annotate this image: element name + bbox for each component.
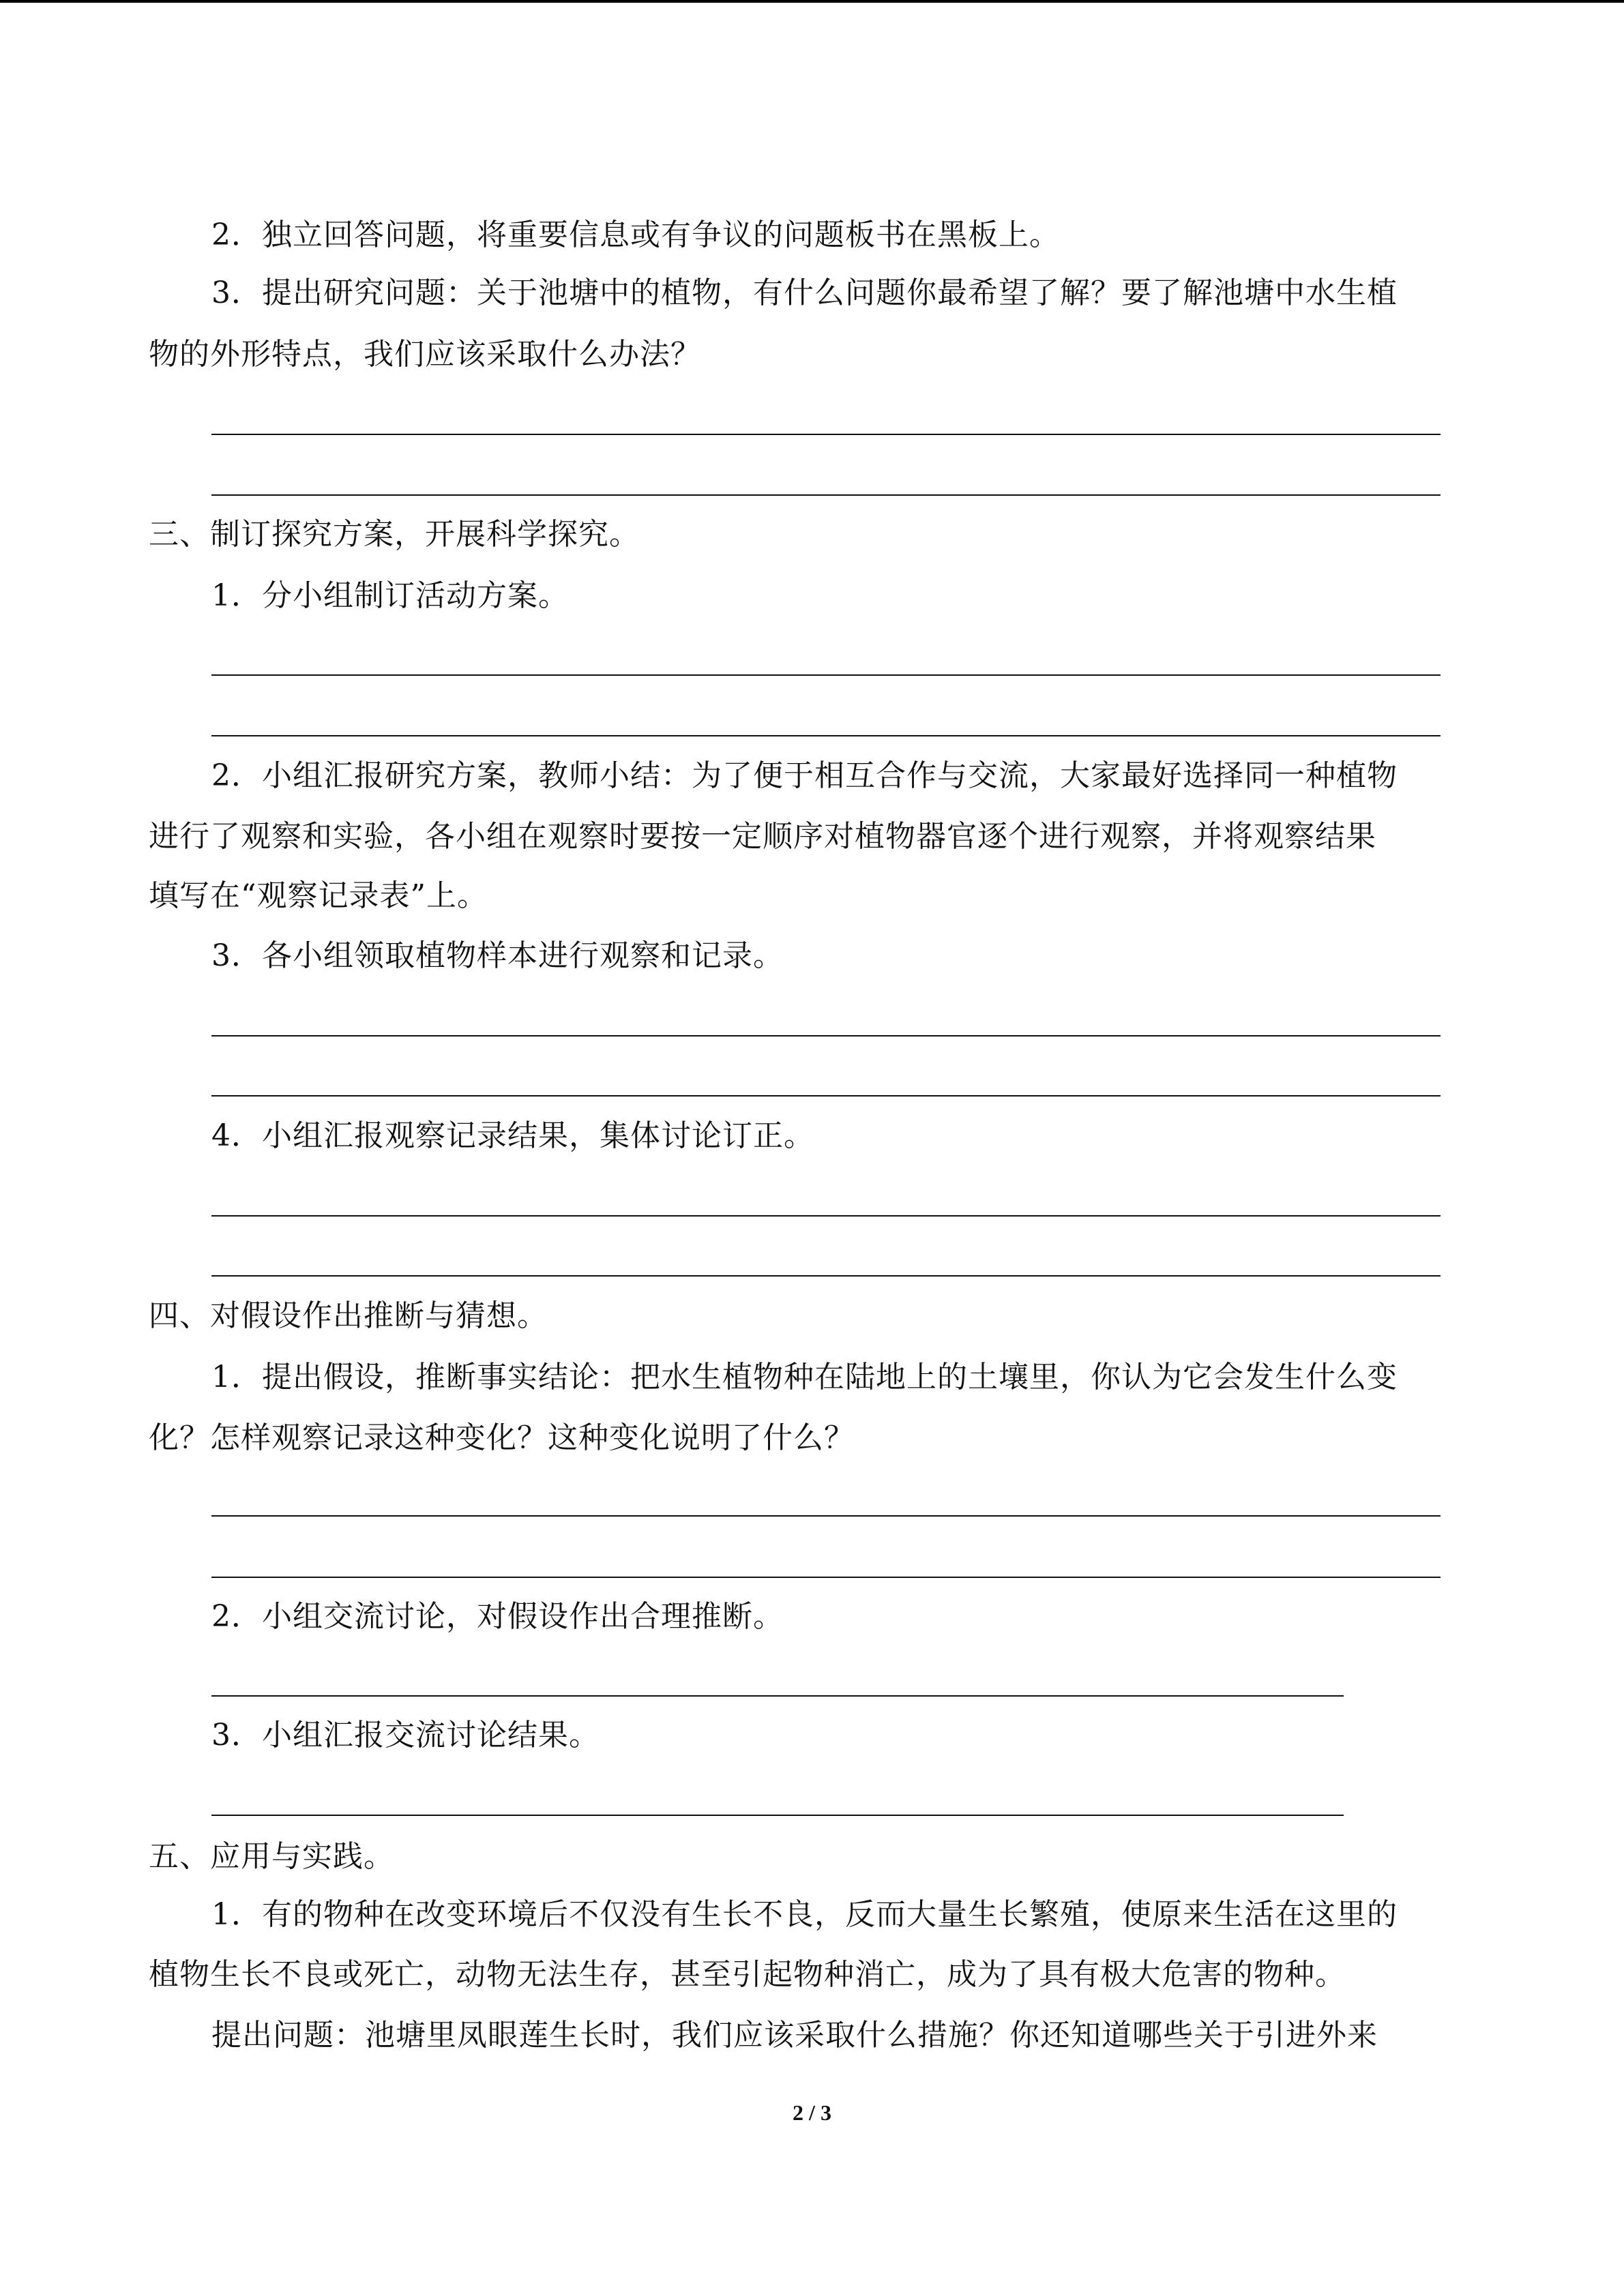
text-line: 3．小组汇报交流讨论结果。 xyxy=(211,1718,600,1753)
text-line: 1．分小组制订活动方案。 xyxy=(211,578,569,613)
answer-line[interactable] xyxy=(211,1095,1441,1097)
answer-line[interactable] xyxy=(211,1577,1441,1578)
section-heading: 五、应用与实践。 xyxy=(149,1839,394,1874)
text-line: 提出问题：池塘里凤眼莲生长时，我们应该采取什么措施？你还知道哪些关于引进外来 xyxy=(211,2018,1378,2053)
answer-line[interactable] xyxy=(211,1815,1344,1816)
text-line: 1．有的物种在改变环境后不仅没有生长不良，反而大量生长繁殖，使原来生活在这里的 xyxy=(211,1897,1398,1932)
answer-line[interactable] xyxy=(211,735,1441,736)
answer-line[interactable] xyxy=(211,494,1441,496)
section-heading: 四、对假设作出推断与猜想。 xyxy=(149,1298,548,1333)
text-line: 3．各小组领取植物样本进行观察和记录。 xyxy=(211,938,784,973)
answer-line[interactable] xyxy=(211,1275,1441,1277)
text-line: 进行了观察和实验，各小组在观察时要按一定顺序对植物器官逐个进行观察，并将观察结果 xyxy=(149,819,1376,854)
text-line: 3．提出研究问题：关于池塘中的植物，有什么问题你最希望了解？要了解池塘中水生植 xyxy=(211,275,1398,310)
answer-line[interactable] xyxy=(211,1215,1441,1217)
page-number: 2 / 3 xyxy=(793,2100,831,2125)
answer-line[interactable] xyxy=(211,1515,1441,1517)
answer-line[interactable] xyxy=(211,1695,1344,1697)
answer-line[interactable] xyxy=(211,434,1441,435)
text-line: 化？怎样观察记录这种变化？这种变化说明了什么？ xyxy=(149,1420,855,1455)
section-heading: 三、制订探究方案，开展科学探究。 xyxy=(149,517,640,552)
text-line: 植物生长不良或死亡，动物无法生存，甚至引起物种消亡，成为了具有极大危害的物种。 xyxy=(149,1957,1346,1992)
text-line: 物的外形特点，我们应该采取什么办法？ xyxy=(149,337,701,372)
answer-line[interactable] xyxy=(211,674,1441,676)
text-line: 1．提出假设，推断事实结论：把水生植物种在陆地上的土壤里，你认为它会发生什么变 xyxy=(211,1360,1398,1395)
top-border xyxy=(0,0,1624,3)
text-line: 2．独立回答问题，将重要信息或有争议的问题板书在黑板上。 xyxy=(211,218,1060,252)
text-line: 2．小组交流讨论，对假设作出合理推断。 xyxy=(211,1599,784,1634)
answer-line[interactable] xyxy=(211,1035,1441,1037)
text-line: 填写在“观察记录表”上。 xyxy=(149,878,488,913)
text-line: 4．小组汇报观察记录结果，集体讨论订正。 xyxy=(211,1118,814,1153)
text-line: 2．小组汇报研究方案，教师小结：为了便于相互合作与交流，大家最好选择同一种植物 xyxy=(211,758,1398,793)
